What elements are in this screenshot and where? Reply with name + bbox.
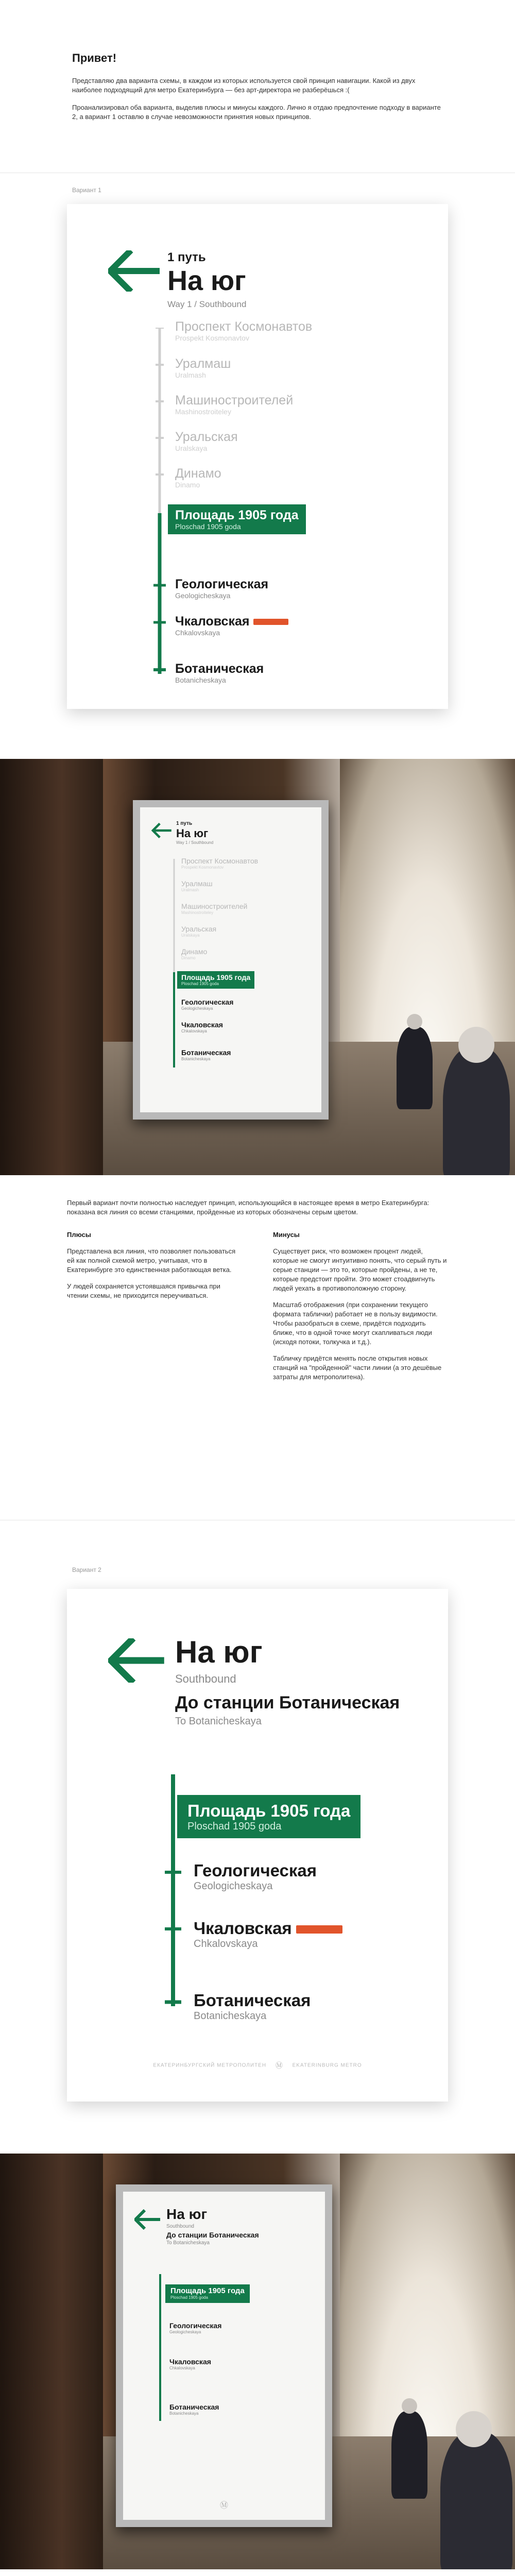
station-item: Динамо Dinamo <box>175 466 221 489</box>
station-item: Геологическая Geologicheskaya <box>194 1861 317 1892</box>
intro <box>72 52 443 130</box>
way-number: 1 путь <box>167 250 206 264</box>
cons-item: Масштаб отображения (при сохранении текущего формата таблички) работает не в пользу видимости. Чтобы разобраться в схеме, придётся подходить ближе, что в одной точке могут скапливаться люди (исходя потоки, толкучка и т.д.). <box>273 1301 438 1346</box>
pros-heading: Плюсы <box>67 1231 91 1239</box>
station-item: Машиностроителей Mashinostroiteley <box>175 393 294 416</box>
direction-subtitle: Southbound <box>175 1672 236 1685</box>
direction-title: На юг <box>167 265 246 296</box>
page-title: Привет! <box>72 52 117 64</box>
station-item: Проспект Космонавтов Prospekt Kosmonavtov <box>175 319 313 342</box>
station-item: Чкаловская Chkalovskaya <box>194 1919 342 1950</box>
direction-title: На юг <box>166 2206 208 2222</box>
direction-subtitle: Southbound <box>166 2224 194 2229</box>
current-station: Площадь 1905 года Ploschad 1905 goda <box>168 504 306 534</box>
arrow-left-icon <box>108 1638 165 1683</box>
station-item: Чкаловская Chkalovskaya <box>175 614 288 637</box>
station-item: Уральская Uralskaya <box>175 430 238 452</box>
direction-title: На юг <box>175 1635 263 1669</box>
intro-paragraph: Представляю два варианта схемы, в каждом из которых используется свой принцип навигации. Какой из двух наиболее подходящий для метро Екатеринбурга — без арт-директора не разберёшься :( <box>72 77 416 94</box>
line-diagram <box>144 328 175 678</box>
terminal-station-title: До станции Ботаническая <box>175 1693 400 1713</box>
variant1-intro: Первый вариант почти полностью наследует принцип, использующийся в настоящее время в метро Екатеринбурга: показана вся линия со всеми станциями, пройденные из которых обозначены серым цветом. <box>67 1199 430 1216</box>
cons-item: Табличку придётся менять после открытия новых станций на "пройденной" части линии (а это дешёвые затраты для метрополитена). <box>273 1354 442 1381</box>
arrow-left-icon <box>108 250 160 292</box>
station-item: Ботаническая Botanicheskaya <box>194 1991 311 2022</box>
variant1-cons <box>273 1230 448 1389</box>
station-item: Ботаническая Botanicheskaya <box>175 662 264 684</box>
metro-logo-icon: Ⓜ <box>275 2061 283 2070</box>
variant2-sign <box>67 1589 448 2102</box>
station-item: Уралмаш Uralmash <box>175 357 231 379</box>
way-number: 1 путь <box>176 821 193 826</box>
variant-label: Вариант 1 <box>72 187 101 194</box>
direction-title: На юг <box>176 827 209 840</box>
line-diagram <box>155 2274 165 2424</box>
variant1-pros <box>67 1230 242 1308</box>
pros-item: Представлена вся линия, что позволяет пользоваться ей как полной схемой метро, учитывая, что в Екатеринбурге это единственная работающая ветка. <box>67 1247 236 1274</box>
transfer-badge <box>253 619 288 625</box>
terminal-station-subtitle: To Botanicheskaya <box>175 1716 262 1727</box>
cons-item: Существует риск, что возможен процент людей, которые не смогут интуитивно понять, что серый путь и серые станции — это то, которые пройдены, а не те, которые предстоит пройти. Это может стоадвигнуть людей уехать в противоположную сторону. <box>273 1247 447 1292</box>
metro-logo-icon: Ⓜ <box>219 2501 228 2510</box>
direction-subtitle: Way 1 / Southbound <box>167 299 247 309</box>
arrow-left-icon <box>151 823 172 838</box>
arrow-left-icon <box>134 2209 160 2230</box>
photo-variant1-in-metro: 1 путь На юг Way 1 / Southbound Проспект Космонавтов Prospekt Kosmonavtov Уралмаш Uralmash Машиностроителей Mashinostroiteley Уральская Uralskaya Динамо Dinamo Площадь 1905 года Ploschad 1905 goda Геологическая Geologicheskaya Чкаловская Chkalovskaya Ботаническая Botanicheskaya <box>0 759 515 1175</box>
pros-item: У людей сохраняется устоявшаяся привычка при чтении схемы, не приходится переучиваться. <box>67 1282 220 1299</box>
variant1-sign <box>67 204 448 709</box>
intro-paragraph: Проанализировал оба варианта, выделив плюсы и минусы каждого. Лично я отдаю предпочтение подходу в варианте 2, а вариант 1 оставлю в случае невозможности принятия новых принципов. <box>72 104 441 121</box>
variant-label: Вариант 2 <box>72 1566 101 1573</box>
terminal-station-subtitle: To Botanicheskaya <box>166 2240 210 2246</box>
cons-heading: Минусы <box>273 1231 300 1239</box>
transfer-badge <box>296 1925 342 1934</box>
direction-subtitle: Way 1 / Southbound <box>176 840 214 845</box>
sign-footer: ЕКАТЕРИНБУРГСКИЙ МЕТРОПОЛИТЕН Ⓜ EKATERINBURG METRO <box>153 2061 362 2070</box>
current-station: Площадь 1905 года Ploschad 1905 goda <box>177 1795 360 1838</box>
photo-variant2-in-metro: На юг Southbound До станции Ботаническая To Botanicheskaya Площадь 1905 года Ploschad 1905 goda Геологическая Geologicheskaya Чкаловская Chkalovskaya Ботаническая Botanicheskaya Ⓜ <box>0 2154 515 2569</box>
line-diagram <box>169 859 179 1070</box>
terminal-station-title: До станции Ботаническая <box>166 2231 259 2239</box>
station-item: Геологическая Geologicheskaya <box>175 577 269 600</box>
